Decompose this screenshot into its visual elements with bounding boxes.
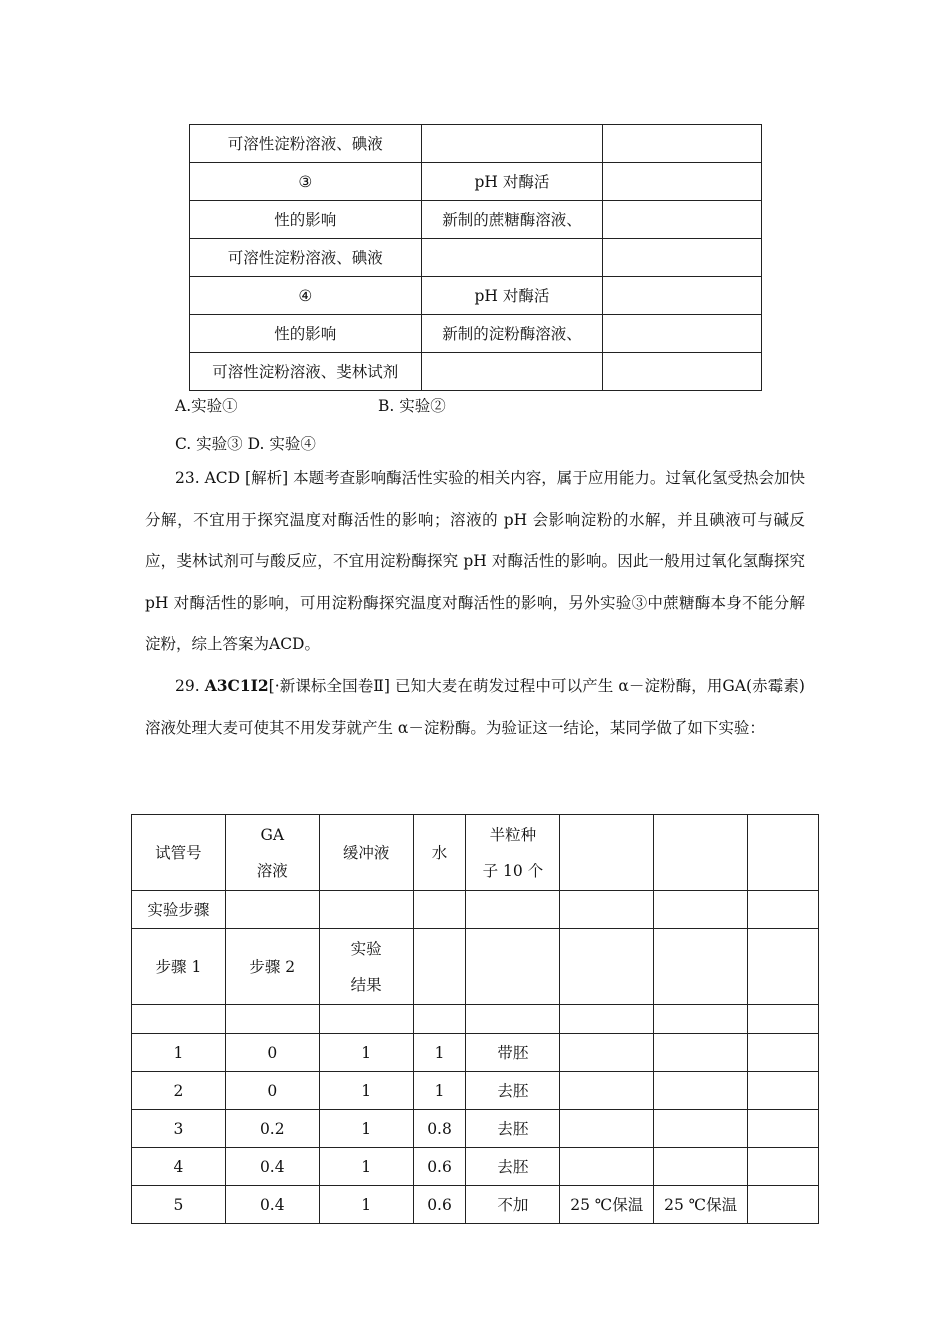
empty-cell <box>560 929 654 1005</box>
q29-paragraph <box>145 665 805 749</box>
table-cell <box>654 1072 748 1110</box>
table-cell: 0.4 <box>225 1148 319 1186</box>
table-cell <box>748 1072 819 1110</box>
top-table-row <box>190 353 762 391</box>
steps-label-row <box>132 891 819 929</box>
empty-cell <box>225 891 319 929</box>
top-table-cell: 新制的淀粉酶溶液、 <box>421 315 603 353</box>
empty-cell <box>466 929 560 1005</box>
empty-cell <box>319 1005 413 1034</box>
q23-paragraph: 23. ACD [解析] 本题考查影响酶活性实验的相关内容，属于应用能力。过氧化氢受热会加快分解，不宜用于探究温度对酶活性的影响；溶液的 pH 会影响淀粉的水解，并且碘液可与碱反应，斐林试剂可与酸反应，不宜用淀粉酶探究 pH 对酶活性的影响。因此一般用过氧化氢酶探究 pH 对酶活性的影响，可用淀粉酶探究温度对酶活性的影响，另外实验③中蔗糖酶本身不能分解淀粉，综上答案为ACD。 <box>145 469 805 653</box>
empty-cell <box>319 891 413 929</box>
step-2-label: 步骤 2 <box>225 929 319 1005</box>
empty-cell <box>560 1005 654 1034</box>
option-b: B. 实验② <box>378 397 446 415</box>
top-table-row <box>190 315 762 353</box>
top-table-cell: pH 对酶活 <box>421 163 603 201</box>
result-label: 实验 结果 <box>319 929 413 1005</box>
table-cell: 1 <box>319 1110 413 1148</box>
table-cell: 不加 <box>466 1186 560 1224</box>
table-cell <box>560 1034 654 1072</box>
header-buffer: 缓冲液 <box>319 815 413 891</box>
header-tube-number: 试管号 <box>132 815 226 891</box>
top-table-row <box>190 277 762 315</box>
top-table-cell: ③ <box>190 163 422 201</box>
top-table-cell <box>421 239 603 277</box>
table-cell: 0.4 <box>225 1186 319 1224</box>
empty-cell <box>413 929 466 1005</box>
top-table-body <box>190 125 762 391</box>
step-row <box>132 929 819 1005</box>
empty-cell <box>748 815 819 891</box>
table-cell: 4 <box>132 1148 226 1186</box>
empty-cell <box>413 1005 466 1034</box>
empty-cell <box>748 1005 819 1034</box>
empty-cell <box>560 815 654 891</box>
header-water: 水 <box>413 815 466 891</box>
top-table-cell <box>421 353 603 391</box>
table-cell: 1 <box>319 1072 413 1110</box>
top-table-cell <box>603 163 762 201</box>
table-cell <box>748 1110 819 1148</box>
table-cell: 0 <box>225 1072 319 1110</box>
table-cell: 0 <box>225 1034 319 1072</box>
blank-row <box>132 1005 819 1034</box>
table-row <box>132 1034 819 1072</box>
top-table-cell: 性的影响 <box>190 201 422 239</box>
empty-cell <box>748 891 819 929</box>
option-cd: C. 实验③ D. 实验④ <box>175 435 316 453</box>
table-cell: 0.8 <box>413 1110 466 1148</box>
empty-cell <box>132 1005 226 1034</box>
empty-cell <box>225 1005 319 1034</box>
table-cell: 0.2 <box>225 1110 319 1148</box>
table-row <box>132 1110 819 1148</box>
top-table-cell: 可溶性淀粉溶液、碘液 <box>190 239 422 277</box>
table-cell <box>748 1186 819 1224</box>
top-table-cell <box>603 239 762 277</box>
table-cell <box>560 1072 654 1110</box>
top-table-cell: 可溶性淀粉溶液、斐林试剂 <box>190 353 422 391</box>
table-cell: 3 <box>132 1110 226 1148</box>
table-cell: 2 <box>132 1072 226 1110</box>
empty-cell <box>654 1005 748 1034</box>
top-table-cell: 性的影响 <box>190 315 422 353</box>
top-table-cell <box>421 125 603 163</box>
empty-cell <box>748 929 819 1005</box>
top-table-cell <box>603 315 762 353</box>
table-cell <box>654 1148 748 1186</box>
empty-cell <box>654 891 748 929</box>
q29-number: 29. <box>175 677 200 695</box>
table-cell: 带胚 <box>466 1034 560 1072</box>
experiment-table <box>131 814 819 1224</box>
q29-text: [·新课标全国卷Ⅱ] 已知大麦在萌发过程中可以产生 α－淀粉酶，用GA(赤霉素)溶液处理大麦可使其不用发芽就产生 α－淀粉酶。为验证这一结论，某同学做了如下实验： <box>145 677 805 737</box>
header-row <box>132 815 819 891</box>
table-cell: 25 ℃保温 <box>560 1186 654 1224</box>
table-cell: 1 <box>413 1072 466 1110</box>
top-table-cell <box>603 353 762 391</box>
table-cell <box>748 1148 819 1186</box>
top-table-cell: 新制的蔗糖酶溶液、 <box>421 201 603 239</box>
table-row <box>132 1186 819 1224</box>
empty-cell <box>654 815 748 891</box>
table-cell <box>654 1034 748 1072</box>
q29-code: A3C1I2 <box>204 676 269 695</box>
header-half-seeds: 半粒种 子 10 个 <box>466 815 560 891</box>
empty-cell <box>413 891 466 929</box>
table-cell: 1 <box>413 1034 466 1072</box>
empty-cell <box>466 1005 560 1034</box>
top-table-cell: ④ <box>190 277 422 315</box>
table-cell <box>654 1110 748 1148</box>
table-cell: 0.6 <box>413 1186 466 1224</box>
top-table <box>189 124 762 391</box>
top-table-row <box>190 201 762 239</box>
table-row <box>132 1148 819 1186</box>
table-cell: 1 <box>319 1186 413 1224</box>
table-cell: 1 <box>319 1148 413 1186</box>
top-table-row <box>190 163 762 201</box>
table-cell: 5 <box>132 1186 226 1224</box>
table-cell <box>560 1110 654 1148</box>
table-cell: 去胚 <box>466 1072 560 1110</box>
table-row <box>132 1072 819 1110</box>
table-cell: 25 ℃保温 <box>654 1186 748 1224</box>
empty-cell <box>466 891 560 929</box>
steps-label: 实验步骤 <box>132 891 226 929</box>
table-cell: 去胚 <box>466 1148 560 1186</box>
header-ga-solution: GA 溶液 <box>225 815 319 891</box>
experiment-table-body <box>132 815 819 1224</box>
table-cell: 去胚 <box>466 1110 560 1148</box>
top-table-cell: pH 对酶活 <box>421 277 603 315</box>
top-table-cell: 可溶性淀粉溶液、碘液 <box>190 125 422 163</box>
option-a: A.实验① <box>175 397 238 415</box>
table-cell: 1 <box>319 1034 413 1072</box>
table-cell <box>560 1148 654 1186</box>
empty-cell <box>654 929 748 1005</box>
top-table-row <box>190 125 762 163</box>
step-1-label: 步骤 1 <box>132 929 226 1005</box>
table-cell <box>748 1034 819 1072</box>
top-table-cell <box>603 277 762 315</box>
top-table-cell <box>603 125 762 163</box>
table-cell: 1 <box>132 1034 226 1072</box>
top-table-cell <box>603 201 762 239</box>
empty-cell <box>560 891 654 929</box>
top-table-row <box>190 239 762 277</box>
table-cell: 0.6 <box>413 1148 466 1186</box>
